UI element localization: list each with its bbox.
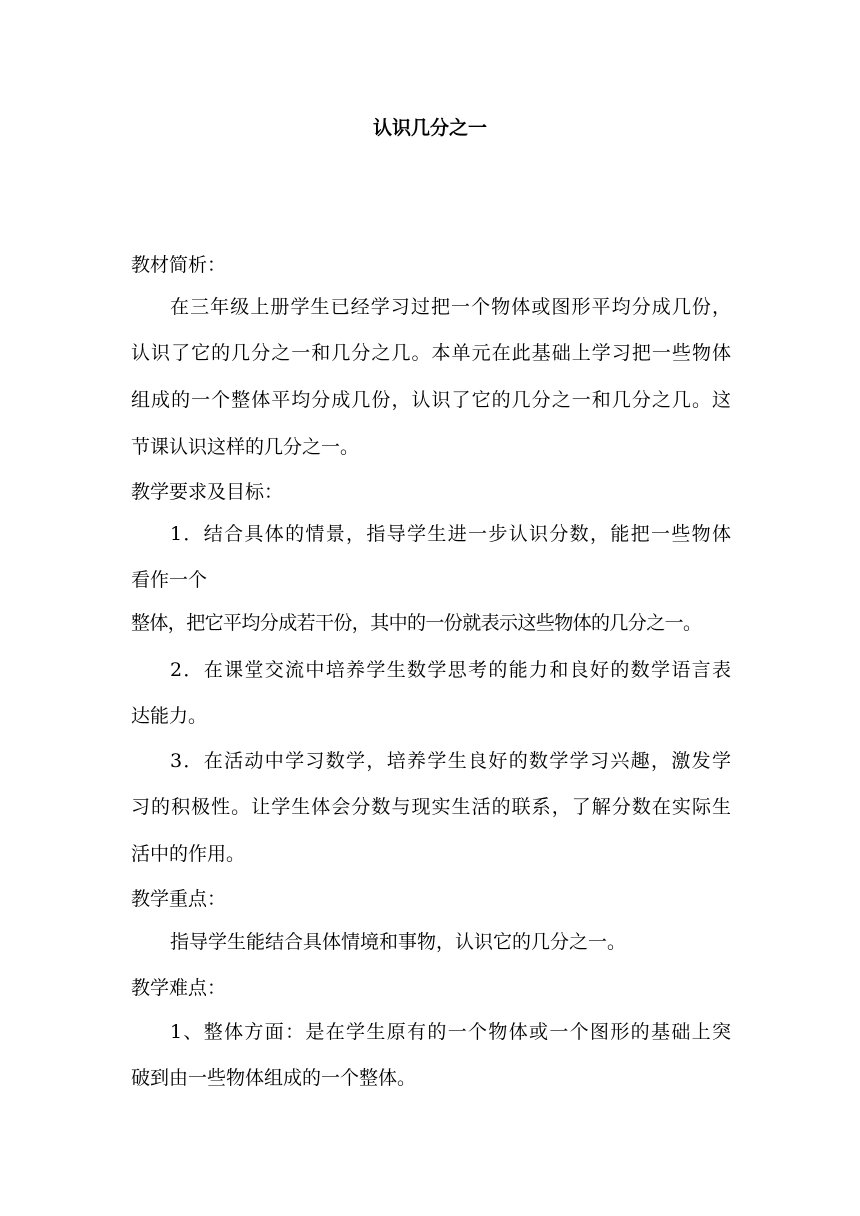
- paragraph-line: 习的积极性。让学生体会分数与现实生活的联系，了解分数在实际生: [131, 796, 731, 818]
- section-heading-textbook-analysis: 教材简析：: [131, 254, 227, 276]
- document-title: 认识几分之一: [372, 117, 487, 139]
- paragraph-line: 2．在课堂交流中培养学生数学思考的能力和良好的数学语言表: [170, 659, 731, 681]
- section-heading-key-points: 教学重点：: [131, 888, 227, 910]
- paragraph-line: 达能力。: [131, 705, 208, 727]
- section-heading-goals: 教学要求及目标：: [131, 481, 284, 503]
- section-heading-difficulties: 教学难点：: [131, 977, 227, 999]
- paragraph-line: 指导学生能结合具体情境和事物，认识它的几分之一。: [170, 931, 627, 953]
- paragraph-line: 1、整体方面：是在学生原有的一个物体或一个图形的基础上突: [170, 1021, 731, 1043]
- paragraph-line: 3．在活动中学习数学，培养学生良好的数学学习兴趣，激发学: [170, 750, 731, 772]
- paragraph-line: 组成的一个整体平均分成几份，认识了它的几分之一和几分之几。这: [131, 389, 731, 411]
- paragraph-line: 认识了它的几分之一和几分之几。本单元在此基础上学习把一些物体: [131, 342, 731, 364]
- paragraph-line: 破到由一些物体组成的一个整体。: [131, 1067, 417, 1089]
- paragraph-line: 整体，把它平均分成若干份，其中的一份就表示这些物体的几分之一。: [131, 612, 702, 634]
- paragraph-line: 看作一个: [131, 569, 208, 591]
- paragraph-line: 节课认识这样的几分之一。: [131, 436, 360, 458]
- paragraph-line: 1．结合具体的情景，指导学生进一步认识分数，能把一些物体: [170, 523, 731, 545]
- paragraph-line: 在三年级上册学生已经学习过把一个物体或图形平均分成几份，: [170, 296, 731, 318]
- paragraph-line: 活中的作用。: [131, 843, 246, 865]
